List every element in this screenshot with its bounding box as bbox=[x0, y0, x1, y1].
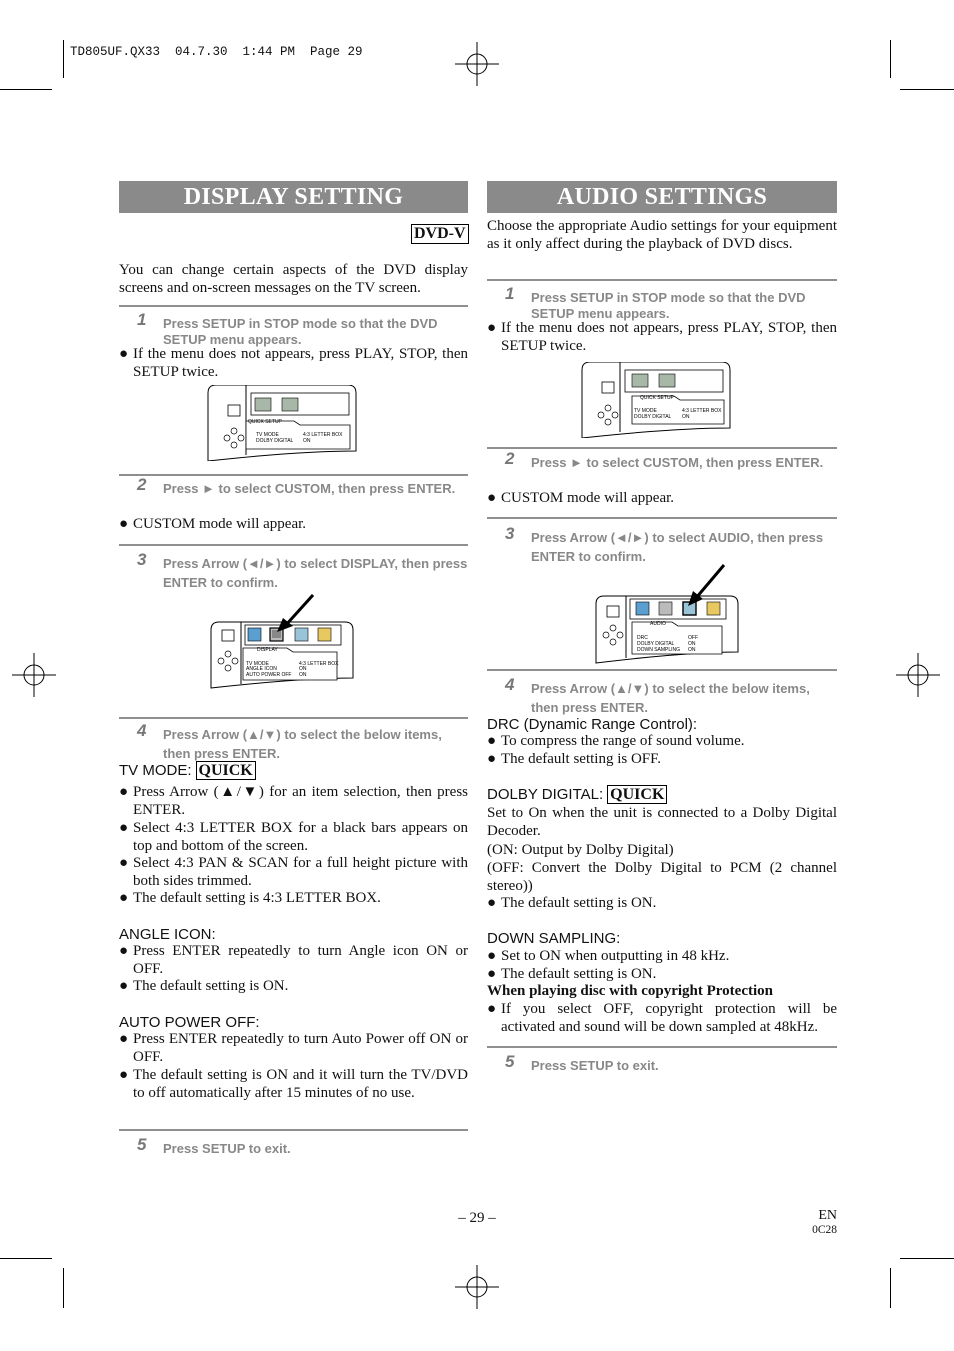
svg-text:AUTO POWER OFF: AUTO POWER OFF bbox=[246, 672, 292, 678]
tv-mode-bullet-4: ● The default setting is 4:3 LETTER BOX. bbox=[119, 890, 381, 906]
svg-text:DISPLAY: DISPLAY bbox=[257, 647, 278, 653]
tv-mode-bullet-1: ● Press Arrow (▲/▼) for an item selection, then press ENTER. bbox=[119, 784, 468, 818]
drc-bullet-2: ● The default setting is OFF. bbox=[487, 751, 662, 767]
divider bbox=[487, 447, 837, 449]
angle-icon-bullet-2: ● The default setting is ON. bbox=[119, 978, 289, 994]
svg-text:4:3 LETTER BOX: 4:3 LETTER BOX bbox=[303, 432, 343, 438]
svg-text:ON: ON bbox=[303, 438, 311, 444]
audio-step-3: 3 Press Arrow (◄/►) to select AUDIO, then press ENTER to confirm. bbox=[505, 524, 824, 564]
registration-mark-bottom bbox=[455, 1265, 499, 1309]
page-number: – 29 – bbox=[458, 1210, 496, 1226]
divider bbox=[119, 544, 468, 546]
down-sampling-bullet-1: ● Set to ON when outputting in 48 kHz. bbox=[487, 948, 730, 964]
svg-text:TV MODE: TV MODE bbox=[246, 661, 269, 667]
dvd-v-badge: DVD-V bbox=[411, 224, 469, 244]
svg-text:4:3 LETTER BOX: 4:3 LETTER BOX bbox=[682, 408, 722, 414]
copyright-protection-heading: When playing disc with copyright Protection bbox=[487, 983, 773, 999]
drc-bullet-1: ● To compress the range of sound volume. bbox=[487, 733, 745, 749]
dolby-digital-description: Set to On when the unit is connected to a Dolby Digital Decoder. bbox=[487, 805, 837, 839]
print-slug: TD805UF.QX33 04.7.30 1:44 PM Page 29 bbox=[70, 45, 363, 59]
language-code: EN bbox=[818, 1208, 837, 1223]
quick-badge: QUICK bbox=[196, 761, 256, 780]
display-menu-screen-illustration bbox=[205, 590, 355, 690]
display-step-2-bullet: ● CUSTOM mode will appear. bbox=[119, 516, 307, 532]
svg-text:TV MODE: TV MODE bbox=[634, 408, 657, 414]
down-sampling-bullet-2: ● The default setting is ON. bbox=[487, 966, 657, 982]
dolby-digital-on-note: (ON: Output by Dolby Digital) bbox=[487, 842, 674, 858]
dolby-digital-bullet: ● The default setting is ON. bbox=[487, 895, 657, 911]
svg-text:QUICK SETUP: QUICK SETUP bbox=[640, 395, 674, 401]
tv-mode-bullet-2: ● Select 4:3 LETTER BOX for a black bars appears on top and bottom of the screen. bbox=[119, 820, 468, 854]
svg-text:ON: ON bbox=[688, 641, 696, 647]
divider bbox=[487, 279, 837, 281]
svg-text:ON: ON bbox=[299, 666, 307, 672]
registration-mark-right bbox=[896, 653, 940, 697]
svg-text:AUDIO: AUDIO bbox=[650, 621, 666, 627]
display-intro: You can change certain aspects of the DVD display screens and on-screen messages on the TV screen. bbox=[119, 262, 468, 296]
svg-text:ON: ON bbox=[688, 647, 696, 653]
display-step-1-bullet: ● If the menu does not appears, press PLAY, STOP, then SETUP twice. bbox=[119, 346, 468, 380]
svg-text:DOLBY DIGITAL: DOLBY DIGITAL bbox=[637, 641, 675, 647]
display-step-3: 3 Press Arrow (◄/►) to select DISPLAY, then press ENTER to confirm. bbox=[137, 550, 468, 590]
auto-power-off-bullet-1: ● Press ENTER repeatedly to turn Auto Power off ON or OFF. bbox=[119, 1031, 468, 1065]
divider bbox=[487, 1046, 837, 1048]
display-step-2: 2 Press ► to select CUSTOM, then press ENTER. bbox=[137, 475, 456, 496]
dolby-digital-off-note: (OFF: Convert the Dolby Digital to PCM (2 channel stereo)) bbox=[487, 860, 837, 894]
svg-text:DOLBY DIGITAL: DOLBY DIGITAL bbox=[256, 438, 294, 444]
divider bbox=[119, 305, 468, 307]
svg-text:TV MODE: TV MODE bbox=[256, 432, 279, 438]
svg-text:DRC: DRC bbox=[637, 635, 648, 641]
svg-text:ON: ON bbox=[682, 414, 690, 420]
svg-text:DOWN SAMPLING: DOWN SAMPLING bbox=[637, 647, 681, 653]
svg-text:4:3 LETTER BOX: 4:3 LETTER BOX bbox=[299, 661, 339, 667]
tv-mode-bullet-3: ● Select 4:3 PAN & SCAN for a full height picture with both sides trimmed. bbox=[119, 855, 468, 889]
document-code: 0C28 bbox=[812, 1224, 837, 1236]
registration-mark-top bbox=[455, 42, 499, 86]
auto-power-off-heading: AUTO POWER OFF: bbox=[119, 1014, 260, 1031]
display-step-4: 4 Press Arrow (▲/▼) to select the below items, then press ENTER. bbox=[137, 721, 442, 761]
svg-text:ON: ON bbox=[299, 672, 307, 678]
audio-step-2: 2 Press ► to select CUSTOM, then press ENTER. bbox=[505, 449, 824, 470]
svg-text:DOLBY DIGITAL: DOLBY DIGITAL bbox=[634, 414, 672, 420]
angle-icon-heading: ANGLE ICON: bbox=[119, 926, 216, 943]
drc-heading: DRC (Dynamic Range Control): bbox=[487, 716, 698, 733]
audio-step-1: 1 Press SETUP in STOP mode so that the DVD SETUP menu appears. bbox=[505, 284, 806, 321]
quick-setup-screen-illustration bbox=[574, 362, 734, 438]
audio-step-1-bullet: ● If the menu does not appears, press PLAY, STOP, then SETUP twice. bbox=[487, 320, 837, 354]
divider bbox=[119, 1129, 468, 1131]
audio-step-2-bullet: ● CUSTOM mode will appear. bbox=[487, 490, 675, 506]
auto-power-off-bullet-2: ● The default setting is ON and it will turn the TV/DVD to off automatically after 15 minutes of no use. bbox=[119, 1067, 468, 1101]
screen-menu-label: QUICK SETUP bbox=[248, 419, 282, 425]
audio-step-4: 4 Press Arrow (▲/▼) to select the below items, then press ENTER. bbox=[505, 675, 810, 715]
copyright-protection-bullet: ● If you select OFF, copyright protection will be activated and sound will be down sampled at 48kHz. bbox=[487, 1001, 837, 1035]
divider bbox=[119, 717, 468, 719]
dolby-digital-heading: DOLBY DIGITAL: QUICK bbox=[487, 785, 667, 804]
tv-mode-heading: TV MODE: QUICK bbox=[119, 761, 256, 780]
audio-intro: Choose the appropriate Audio settings for your equipment as it only affect during the playback of DVD discs. bbox=[487, 218, 837, 252]
quick-badge: QUICK bbox=[607, 785, 667, 804]
divider bbox=[487, 669, 837, 671]
divider bbox=[487, 517, 837, 519]
audio-settings-title: AUDIO SETTINGS bbox=[487, 181, 837, 213]
audio-menu-screen-illustration bbox=[590, 560, 740, 665]
audio-step-5: 5 Press SETUP to exit. bbox=[505, 1052, 659, 1073]
display-setting-title: DISPLAY SETTING bbox=[119, 181, 468, 213]
registration-mark-left bbox=[12, 653, 56, 697]
display-step-5: 5 Press SETUP to exit. bbox=[137, 1135, 291, 1156]
quick-setup-screen-illustration bbox=[200, 385, 360, 461]
angle-icon-bullet-1: ● Press ENTER repeatedly to turn Angle icon ON or OFF. bbox=[119, 943, 468, 977]
down-sampling-heading: DOWN SAMPLING: bbox=[487, 930, 621, 947]
svg-text:ANGLE ICON: ANGLE ICON bbox=[246, 666, 277, 672]
svg-text:OFF: OFF bbox=[688, 635, 698, 641]
display-step-1: 1 Press SETUP in STOP mode so that the DVD SETUP menu appears. bbox=[137, 310, 438, 347]
divider bbox=[119, 474, 468, 476]
